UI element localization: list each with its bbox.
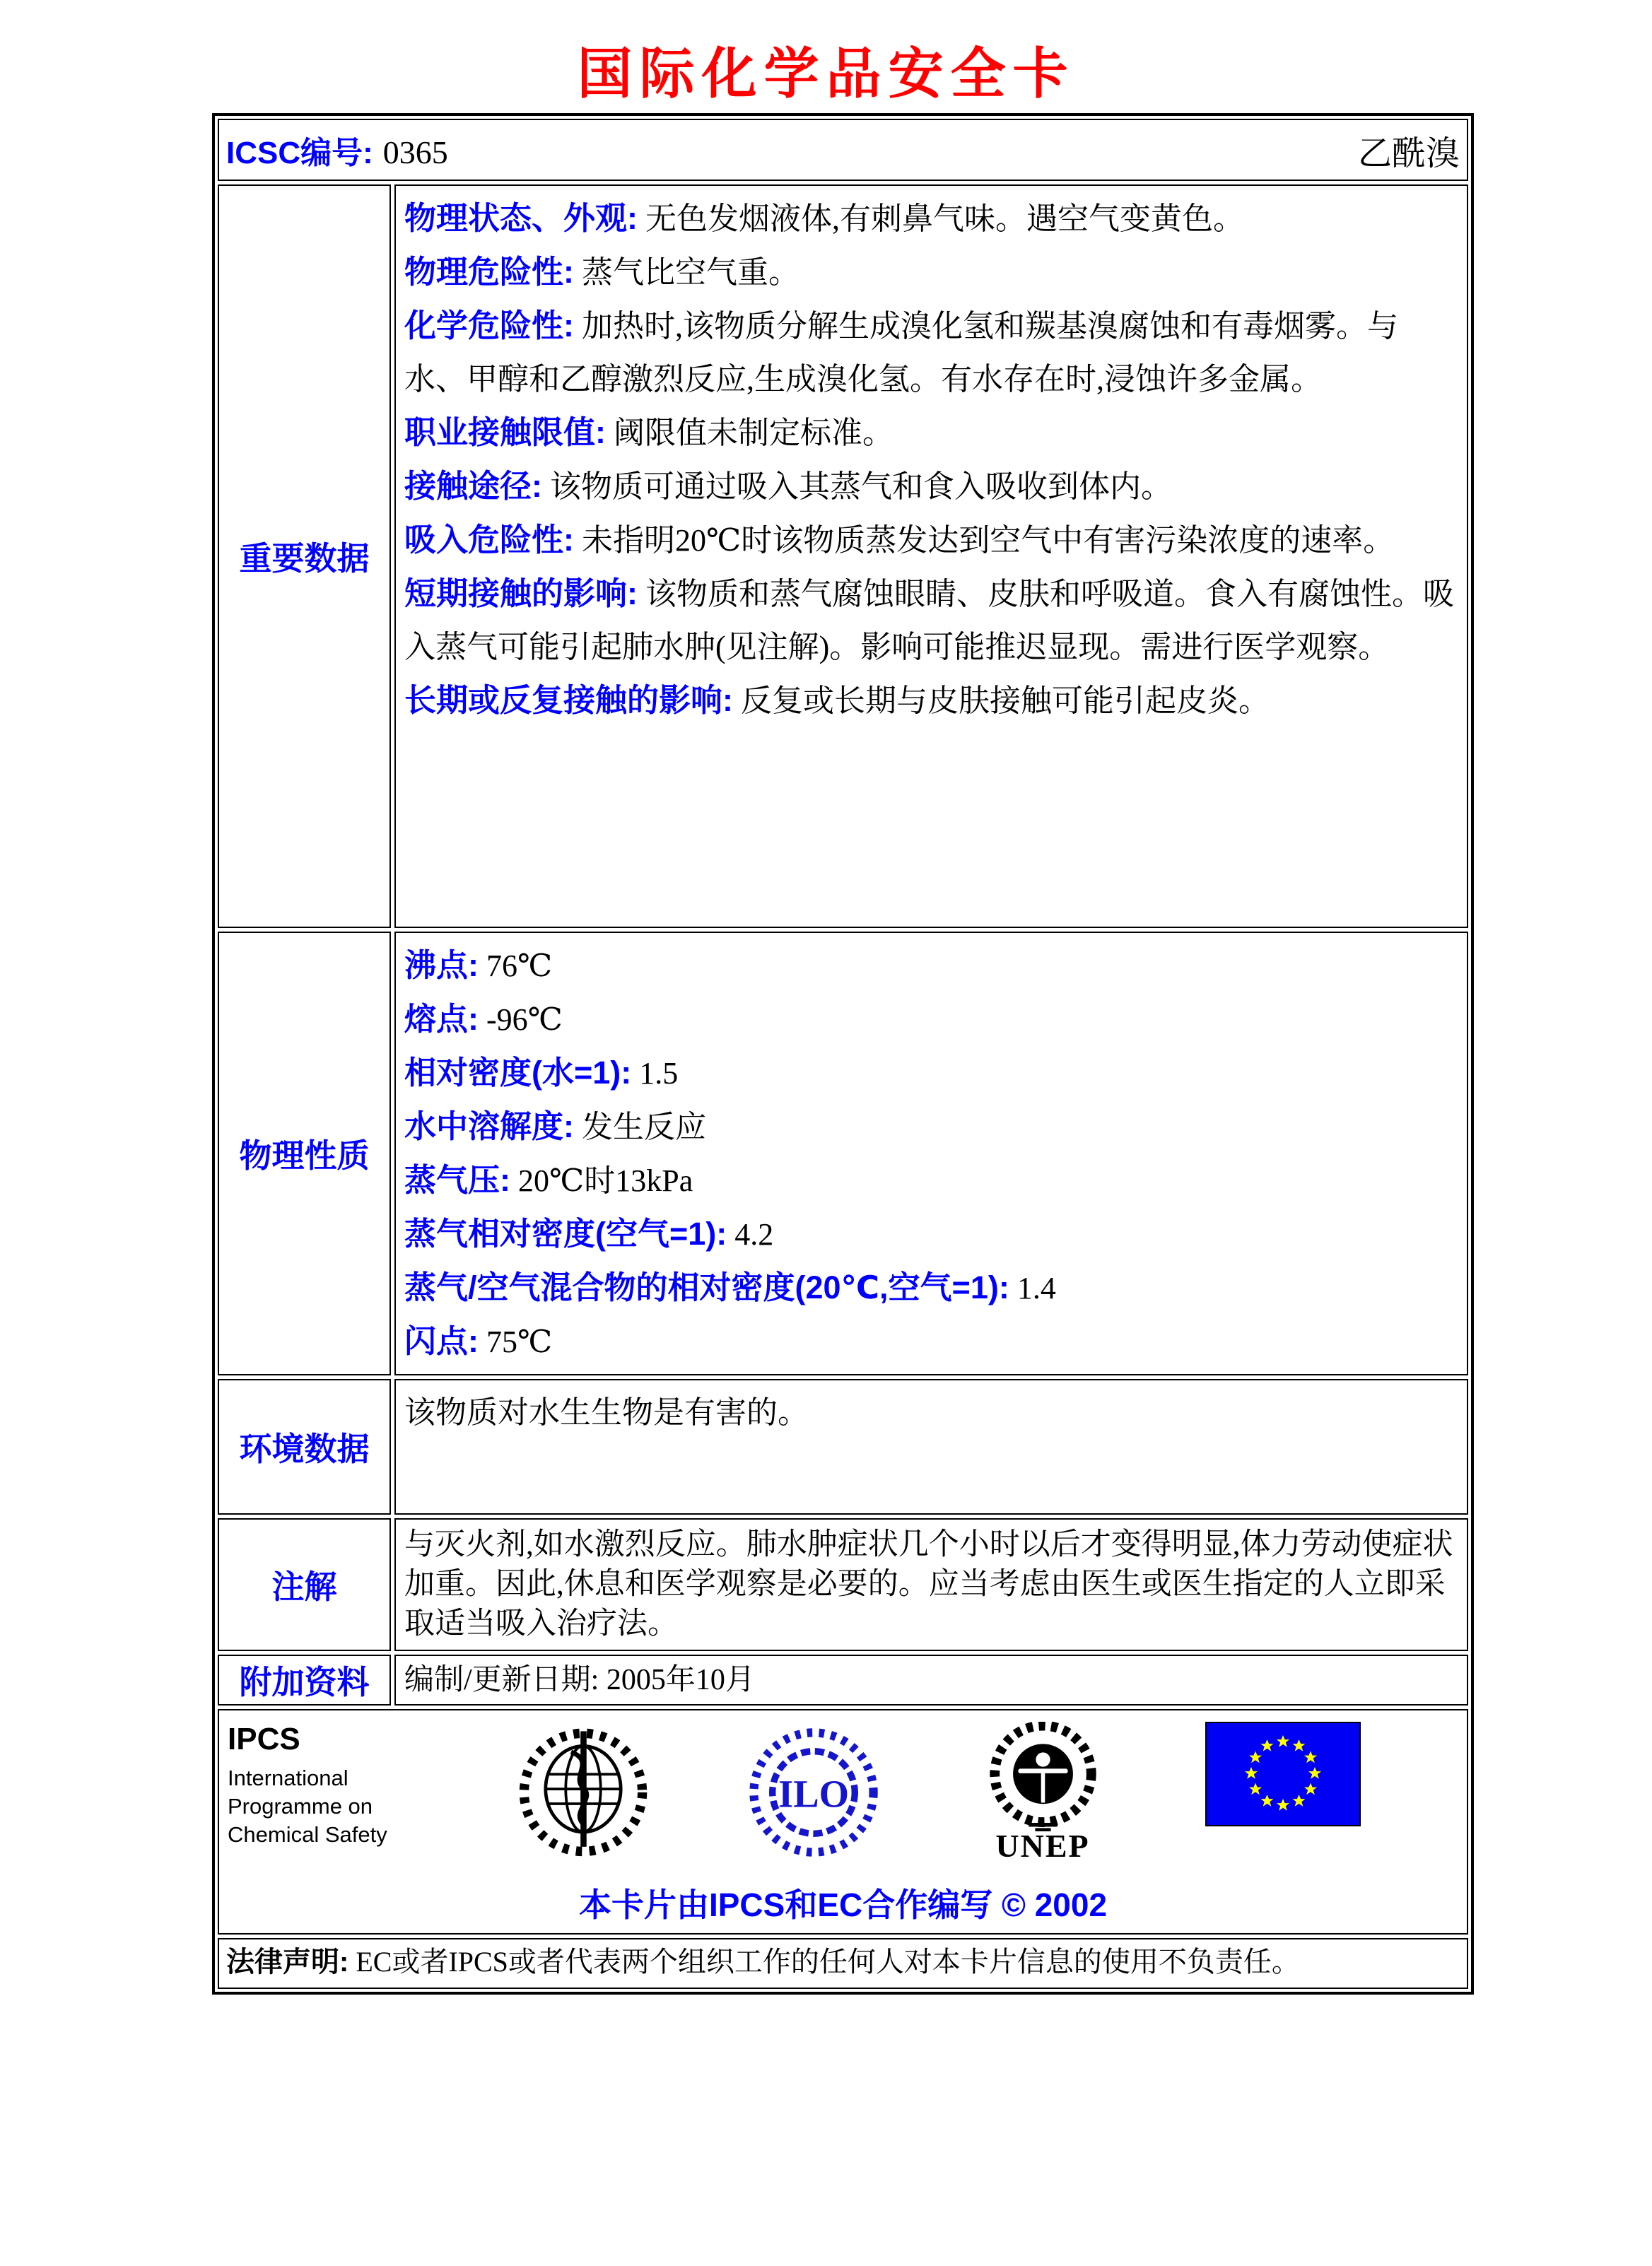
field-label: 长期或反复接触的影响:: [404, 682, 733, 718]
additional-info-section: [218, 1655, 1468, 1706]
environmental-data-section-label: 环境数据: [218, 1379, 391, 1515]
notes-section: [218, 1518, 1468, 1651]
field-value: 反复或长期与皮肤接触可能引起皮炎。: [741, 683, 1270, 718]
legal-section: [218, 1938, 1468, 1989]
important-data-section: [218, 184, 1468, 928]
field-value: -96℃: [486, 1002, 563, 1037]
field-label: 闪点:: [404, 1323, 479, 1359]
data-row: [404, 1100, 1458, 1153]
field-label: 短期接触的影响:: [404, 575, 638, 611]
additional-info-section-label: 附加资料: [218, 1655, 391, 1706]
icsc-number-group: [226, 127, 448, 172]
ilo-logo-icon: [747, 1722, 880, 1863]
ipcs-acronym: IPCS: [228, 1722, 300, 1756]
who-logo-icon: [516, 1722, 650, 1860]
field-label: 相对密度(水=1):: [404, 1055, 632, 1091]
unep-wordmark: UNEP: [995, 1828, 1090, 1864]
header-row: [218, 119, 1468, 181]
field-value: 76℃: [486, 949, 553, 983]
field-value: 该物质可通过吸入其蒸气和食入吸收到体内。: [550, 469, 1172, 504]
data-row: [404, 1261, 1458, 1315]
icsc-number-label: ICSC编号:: [226, 136, 373, 170]
field-value: 该物质和蒸气腐蚀眼睛、皮肤和呼吸道。食入有腐蚀性。吸入蒸气可能引起肺水肿(见注解)。影响可能推迟显现。需进行医学观察。: [404, 577, 1454, 664]
notes-section-label: 注解: [218, 1518, 391, 1651]
field-value: 75℃: [486, 1325, 553, 1359]
data-row: [404, 992, 1458, 1046]
data-row: [404, 192, 1458, 245]
physical-properties-section: [218, 932, 1468, 1375]
data-row: [404, 245, 1458, 299]
logos-section: [218, 1709, 1468, 1935]
field-label: 蒸气相对密度(空气=1):: [404, 1216, 727, 1252]
legal-text: EC或者IPCS或者代表两个组织工作的任何人对本卡片信息的使用不负责任。: [356, 1946, 1300, 1978]
field-label: 水中溶解度:: [404, 1108, 574, 1144]
field-label: 接触途径:: [404, 468, 542, 504]
data-row: [404, 939, 1458, 992]
data-row: [404, 1153, 1458, 1207]
footer-copyright: © 2002: [1002, 1886, 1108, 1923]
data-row: [404, 1315, 1458, 1368]
field-label: 蒸气/空气混合物的相对密度(20℃,空气=1):: [404, 1269, 1009, 1305]
ipcs-line: Programme on: [228, 1794, 373, 1819]
legal-label: 法律声明:: [226, 1947, 349, 1978]
field-value: 发生反应: [582, 1110, 706, 1144]
field-value: 阈限值未制定标准。: [614, 416, 894, 450]
field-value: 20℃时13kPa: [518, 1163, 693, 1198]
icsc-number-value: 0365: [382, 134, 448, 170]
field-value: 加热时,该物质分解生成溴化氢和羰基溴腐蚀和有毒烟雾。与水、甲醇和乙醇激烈反应,生成溴化氢。有水存在时,浸蚀许多金属。: [404, 309, 1398, 397]
ipcs-line: International: [228, 1766, 348, 1790]
field-value: 1.4: [1017, 1271, 1056, 1305]
eu-flag-icon: [1205, 1722, 1361, 1826]
unep-logo-icon: [978, 1722, 1108, 1865]
data-row: [404, 1046, 1458, 1100]
field-value: 未指明20℃时该物质蒸发达到空气中有害污染浓度的速率。: [582, 523, 1395, 558]
environmental-data-content: 该物质对水生生物是有害的。: [394, 1379, 1468, 1515]
ilo-letters: ILO: [778, 1772, 849, 1816]
notes-content: 与灭火剂,如水激烈反应。肺水肿症状几个小时以后才变得明显,体力劳动使症状加重。因此,休息和医学观察是必要的。应当考虑由医生或医生指定的人立即采取适当吸入治疗法。: [394, 1518, 1468, 1651]
additional-info-content: 编制/更新日期: 2005年10月: [394, 1655, 1468, 1706]
physical-properties-content: [394, 932, 1468, 1375]
field-label: 吸入危险性:: [404, 522, 574, 558]
footer-caption: [219, 1879, 1467, 1926]
footer-caption-text: 本卡片由IPCS和EC合作编写: [578, 1886, 993, 1923]
data-row: [404, 567, 1458, 674]
field-value: 1.5: [639, 1056, 679, 1091]
important-data-section-label: 重要数据: [218, 184, 391, 928]
data-row: [404, 513, 1458, 567]
field-label: 蒸气压:: [404, 1162, 510, 1198]
field-value: 蒸气比空气重。: [582, 255, 799, 290]
field-label: 物理危险性:: [404, 254, 574, 290]
icsc-card: [212, 113, 1474, 1995]
field-value: 无色发烟液体,有刺鼻气味。遇空气变黄色。: [645, 201, 1244, 236]
data-row: [404, 674, 1458, 727]
field-label: 沸点:: [404, 947, 479, 983]
page-title: 国际化学品安全卡: [577, 42, 1075, 106]
physical-properties-section-label: 物理性质: [218, 932, 391, 1375]
data-row: [404, 459, 1458, 513]
environmental-data-section: [218, 1379, 1468, 1515]
ipcs-text-block: [228, 1722, 418, 1849]
chemical-name: 乙酰溴: [1357, 134, 1460, 172]
logos-content: [218, 1709, 1468, 1935]
field-label: 化学危险性:: [404, 307, 574, 344]
ipcs-line: Chemical Safety: [228, 1822, 387, 1847]
data-row: [404, 1207, 1458, 1261]
field-label: 熔点:: [404, 1001, 479, 1037]
important-data-content: [394, 184, 1468, 928]
field-label: 物理状态、外观:: [404, 200, 638, 236]
data-row: [404, 299, 1458, 406]
legal-row: [218, 1938, 1468, 1989]
field-label: 职业接触限值:: [404, 414, 606, 450]
logos-row: [219, 1718, 1467, 1867]
field-value: 4.2: [734, 1217, 774, 1252]
header-section: [218, 119, 1468, 181]
data-row: [404, 406, 1458, 459]
